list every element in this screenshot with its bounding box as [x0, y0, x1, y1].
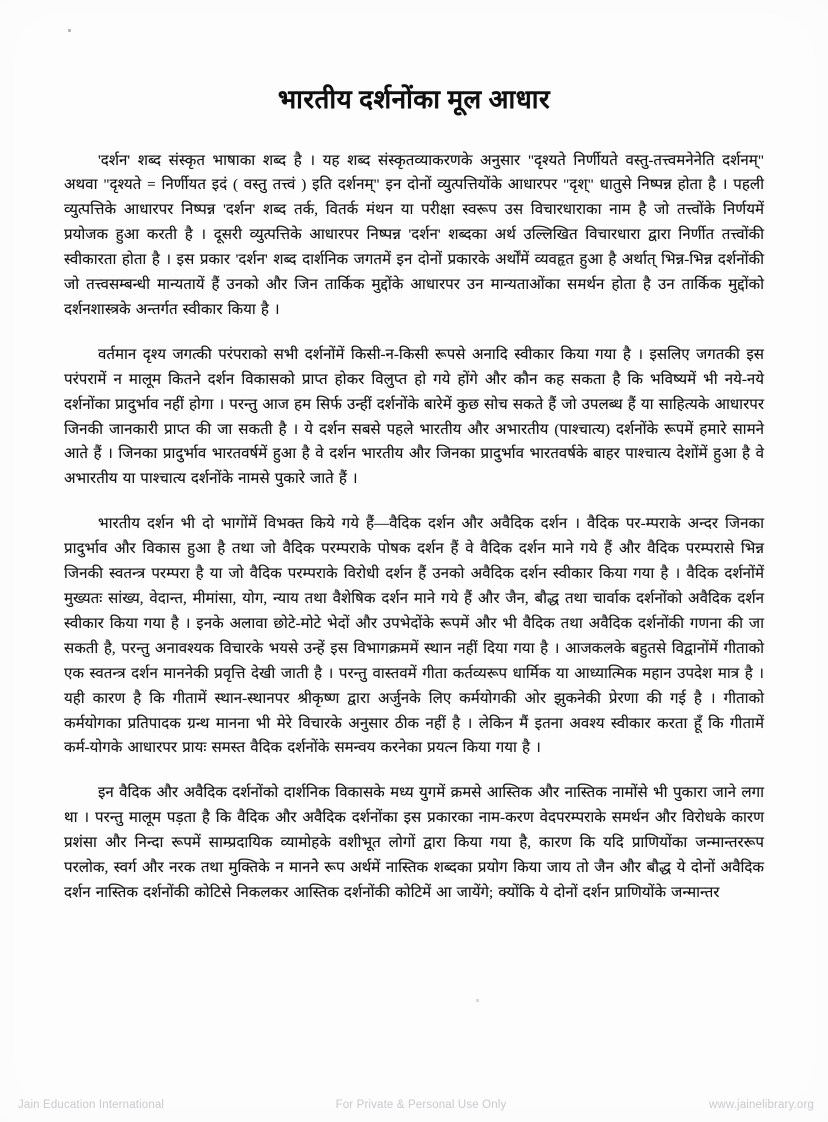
scan-artifact-speck-lower	[476, 999, 479, 1002]
page-footer	[0, 1088, 828, 1122]
page-content	[64, 0, 764, 906]
paragraph-2: वर्तमान दृश्य जगत्की परंपराको सभी दर्शनोंमें किसी-न-किसी रूपसे अनादि स्वीकार किया गया है । इसलिए जगतकी इस परंपरामें न मालूम कितने दर्शन विकासको प्राप्त होकर विलुप्त हो गये होंगे और कौन कह सकता है कि भविष्यमें भी नये-नये दर्शनोंका प्रादुर्भाव नहीं होगा । परन्तु आज हम सिर्फ उन्हीं दर्शनोंके बारेमें कुछ सोच सकते हैं जो उपलब्ध हैं या साहित्यके आधारपर जिनकी जानकारी प्राप्त की जा सकती है । ये दर्शन सबसे पहले भारतीय और अभारतीय (पाश्चात्य) दर्शनोंके रूपमें हमारे सामने आते हैं । जिनका प्रादुर्भाव भारतवर्षमें हुआ है वे दर्शन भारतीय और जिनका प्रादुर्भाव भारतवर्षके बाहर पाश्चात्य देशोंमें हुआ है वे अभारतीय या पाश्चात्य दर्शनोंके नामसे पुकारे जाते हैं ।	[64, 346, 764, 488]
paragraph-3: भारतीय दर्शन भी दो भागोंमें विभक्त किये गये हैं—वैदिक दर्शन और अवैदिक दर्शन । वैदिक पर-म्पराके अन्दर जिनका प्रादुर्भाव और विकास हुआ है तथा जो वैदिक परम्पराके पोषक दर्शन हैं वे वैदिक दर्शन माने गये हैं और वैदिक परम्परासे भिन्न जिनकी स्वतन्त्र परम्परा है या जो वैदिक परम्पराके विरोधी दर्शन हैं उनको अवैदिक दर्शन स्वीकार किया गया है । वैदिक दर्शनोंमें मुख्यतः सांख्य, वेदान्त, मीमांसा, योग, न्याय तथा वैशेषिक दर्शन माने गये हैं और जैन, बौद्ध तथा चार्वाक दर्शनोंको अवैदिक दर्शन स्वीकार किया गया है । इनके अलावा छोटे-मोटे भेदों और उपभेदोंके रूपमें और भी वैदिक तथा अवैदिक दर्शनोंकी गणना की जा सकती है, परन्तु अनावश्यक विचारके भयसे उन्हें इस विभागक्रममें स्थान नहीं दिया गया है । आजकलके बहुतसे विद्वानोंमें गीताको एक स्वतन्त्र दर्शन माननेकी प्रवृत्ति देखी जाती है । परन्तु वास्तवमें गीता कर्तव्यरूप धार्मिक या आध्यात्मिक महान उपदेश मात्र है । यही कारण है कि गीतामें स्थान-स्थानपर श्रीकृष्ण द्वारा अर्जुनके लिए कर्मयोगकी ओर झुकनेकी प्रेरणा की गई है । गीताको कर्मयोगका प्रतिपादक ग्रन्थ मानना भी मेरे विचारके अनुसार ठीक नहीं है । लेकिन मैं इतना अवश्य स्वीकार करता हूँ कि गीतामें कर्म-योगके आधारपर प्रायः समस्त वैदिक दर्शनोंके समन्वय करनेका प्रयत्न किया गया है ।	[64, 516, 764, 757]
footer-publisher: Jain Education International	[18, 1099, 165, 1111]
paragraph-4: इन वैदिक और अवैदिक दर्शनोंको दार्शनिक विकासके मध्य युगमें क्रमसे आस्तिक और नास्तिक नामोंसे भी पुकारा जाने लगा था । परन्तु मालूम पड़ता है कि वैदिक और अवैदिक दर्शनोंका इस प्रकारका नाम-करण वेदपरम्पराके समर्थन और विरोधके कारण प्रशंसा और निन्दा रूपमें साम्प्रदायिक व्यामोहके वशीभूत लोगों द्वारा किया गया है, कारण कि यदि प्राणियोंका जन्मान्तररूप परलोक, स्वर्ग और नरक तथा मुक्तिके न माननेे रूप अर्थमें नास्तिक शब्दका प्रयोग किया जाय तो जैन और बौद्ध ये दोनों अवैदिक दर्शन नास्तिक दर्शनोंकी कोटिसे निकलकर आस्तिक दर्शनोंकी कोटिमें आ जायेंगे; क्योंकि ये दोनों दर्शन प्राणियोंके जन्मान्तर	[64, 785, 764, 901]
body-text-block	[64, 149, 764, 906]
footer-website[interactable]: www.jainelibrary.org	[708, 1099, 814, 1111]
footer-usage-notice: For Private & Personal Use Only	[335, 1099, 507, 1111]
page-title: भारतीय दर्शनोंका मूल आधार	[277, 85, 551, 114]
paragraph-1: 'दर्शन' शब्द संस्कृत भाषाका शब्द है । यह शब्द संस्कृतव्याकरणके अनुसार "दृश्यते निर्णीयते वस्तु-तत्त्वमनेनेति दर्शनम्" अथवा "दृश्यते = निर्णीयत इदं ( वस्तु तत्त्वं ) इति दर्शनम्" इन दोनों व्युत्पत्तियोंके आधारपर "दृश्" धातुसे निष्पन्न होता है । पहली व्युत्पत्तिके आधारपर निष्पन्न 'दर्शन' शब्द तर्क, वितर्क मंथन या परीक्षा स्वरूप उस विचारधाराका नाम है जो तत्त्वोंके निर्णयमें प्रयोजक हुआ करती है । दूसरी व्युत्पत्तिके आधारपर निष्पन्न 'दर्शन' शब्दका अर्थ उल्लिखित विचारधारा द्वारा निर्णीत तत्त्वोंकी स्वीकारता होता है । इस प्रकार 'दर्शन' शब्द दार्शनिक जगतमें इन दोनों प्रकारके अर्थोंमें व्यवहृत हुआ है अर्थात् भिन्न-भिन्न दर्शनोंकी जो तत्त्वसम्बन्धी मान्यतायें हैं उनको और जिन तार्किक मुद्दोंके आधारपर उन मान्यताओंका समर्थन होता है उन तार्किक मुद्दोंको दर्शनशास्त्रके अन्तर्गत स्वीकार किया है ।	[64, 152, 764, 318]
